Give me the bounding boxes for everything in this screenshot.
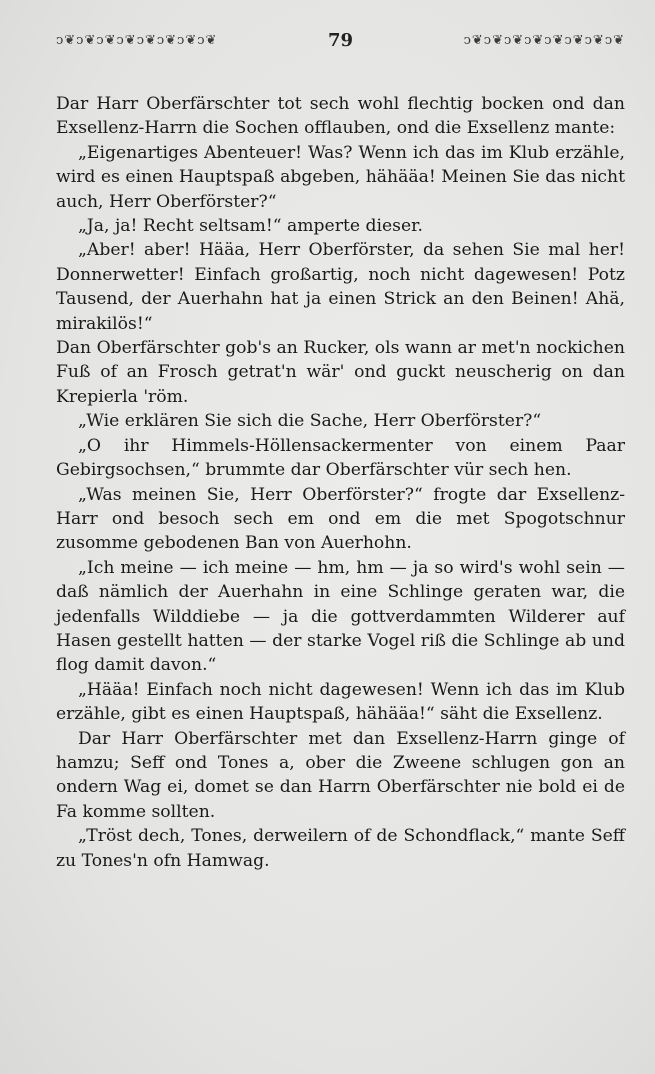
paragraph: „Hääa! Einfach noch nicht dagewesen! Wenn ich das im Klub erzähle, gibt es einen Hauptspaß, hähääa!“ säht die Exsellenz. bbox=[56, 679, 625, 725]
paragraph: „Tröst dech, Tones, derweilern of de Schondflack,“ mante Seff zu Tones'n ofn Hamwag. bbox=[56, 826, 625, 871]
paragraph: „Wie erklären Sie sich die Sache, Herr Oberförster?“ bbox=[78, 411, 542, 432]
page-number: 79 bbox=[327, 29, 354, 51]
paragraph: „Aber! aber! Hääa, Herr Oberförster, da sehen Sie mal her! Donnerwetter! Einfach großartig, noch nicht dagewesen! Potz Tausend, der Auerhahn hat ja einen Strick an den Beinen! Ahä, mirakilös!“ bbox=[56, 240, 625, 334]
paragraph: „O ihr Himmels-Höllensackermenter von einem Paar Gebirgsochsen,“ brummte dar Oberfärschter vür sech hen. bbox=[56, 435, 625, 481]
body-text bbox=[56, 92, 625, 873]
paragraph: Dar Harr Oberfärschter met dan Exsellenz-Harrn ginge of hamzu; Seff ond Tones a, ober die Zweene schlugen gon an ondern Wag ei, domet se dan Harrn Oberfärschter nie bold ei de Fa komme sollten. bbox=[56, 728, 625, 822]
running-head bbox=[56, 26, 625, 54]
ornament-right: ↄ❦ↄ❦ↄ❦ↄ❦ↄ❦ↄ❦ↄ❦ↄ❦ bbox=[463, 32, 625, 48]
paragraph: Dan Oberfärschter gob's an Rucker, ols wann ar met'n nockichen Fuß of an Frosch getrat'n wär' ond guckt neuscherig on dan Krepierla 'röm. bbox=[56, 338, 625, 407]
paragraph: „Ich meine — ich meine — hm, hm — ja so wird's wohl sein — daß nämlich der Auerhahn in eine Schlinge geraten war, die jedenfalls Wilddiebe — ja die gottverdammten Wilderer auf Hasen gestellt hatten — der starke Vogel riß die Schlinge ab und flog damit davon.“ bbox=[56, 557, 625, 676]
paragraph: „Was meinen Sie, Herr Oberförster?“ frogte dar Exsellenz-Harr ond besoch sech em ond em die met Spogotschnur zusomme gebodenen Ban von Auerhohn. bbox=[56, 484, 625, 554]
ornament-left: ↄ❦ↄ❦ↄ❦ↄ❦ↄ❦ↄ❦ↄ❦ↄ❦ bbox=[56, 32, 218, 48]
paragraph: „Eigenartiges Abenteuer! Was? Wenn ich das im Klub erzähle, wird es einen Hauptspaß abgeben, hähääa! Meinen Sie das nicht auch, Herr Oberförster?“ bbox=[56, 142, 625, 212]
paragraph: „Ja, ja! Recht seltsam!“ amperte dieser. bbox=[78, 216, 423, 237]
paragraph: Dar Harr Oberfärschter tot sech wohl flechtig bocken ond dan Exsellenz-Harrn die Sochen offlauben, ond die Exsellenz mante: bbox=[56, 94, 625, 139]
